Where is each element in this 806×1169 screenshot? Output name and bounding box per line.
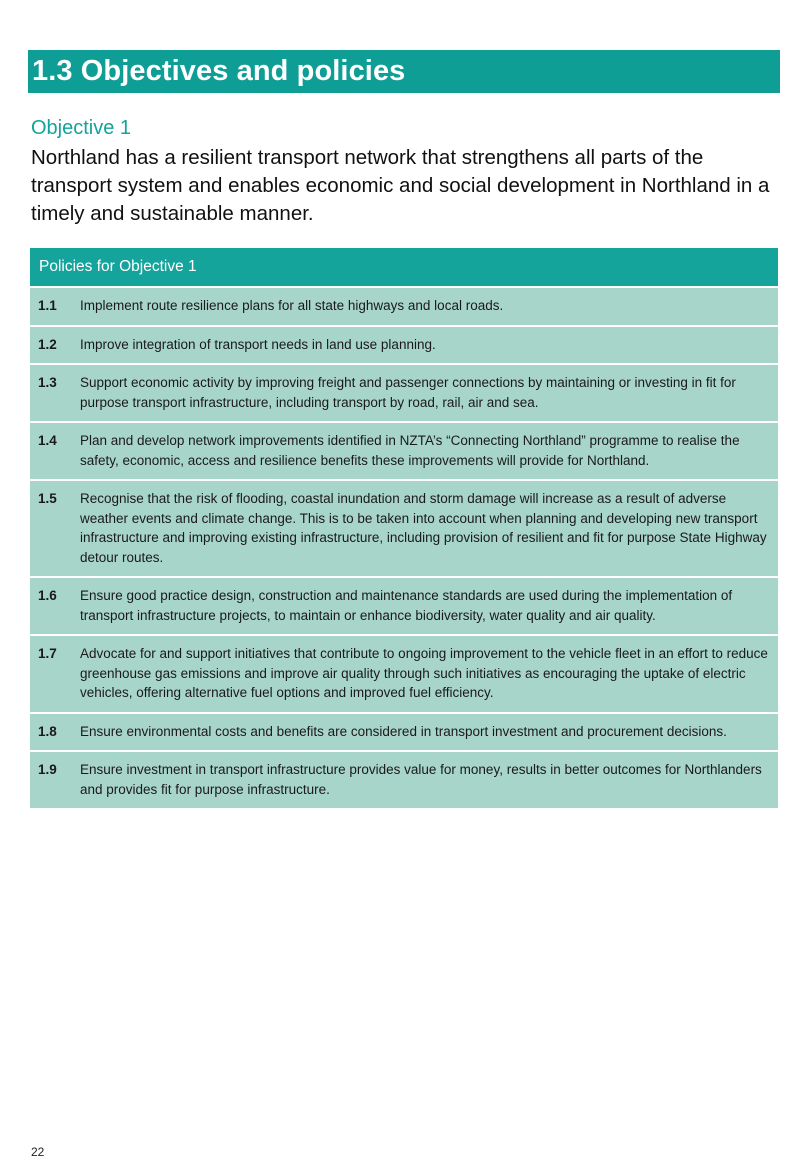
policy-text: Plan and develop network improvements identified in NZTA’s “Connecting Northland” programme to realise the safety, economic, access and resilience benefits these improvements will provide for Northland.	[80, 433, 740, 468]
policy-row	[30, 363, 778, 421]
policy-text: Ensure good practice design, construction and maintenance standards are used during the implementation of transport infrastructure projects, to maintain or enhance biodiversity, water quality and air quality.	[80, 588, 733, 623]
policy-row	[30, 750, 778, 808]
section-title: 1.3 Objectives and policies	[32, 55, 406, 87]
policy-row	[30, 421, 778, 479]
policy-text: Advocate for and support initiatives that contribute to ongoing improvement to the vehicle fleet in an effort to reduce greenhouse gas emissions and improve air quality through such initiatives as encouraging the uptake of electric vehicles, offering alternative fuel options and improved fuel efficiency.	[80, 646, 768, 700]
policy-text: Implement route resilience plans for all state highways and local roads.	[80, 298, 504, 313]
policy-row	[30, 286, 778, 325]
policy-table	[30, 248, 778, 808]
policy-text: Support economic activity by improving freight and passenger connections by maintaining or investing in fit for purpose transport infrastructure, including transport by road, rail, air and sea.	[80, 375, 736, 410]
policy-text: Recognise that the risk of flooding, coastal inundation and storm damage will increase as a result of adverse weather events and climate change. This is to be taken into account when planning and developing new transport infrastructure and improving existing infrastructure, including provision of resilient and fit for purpose State Highway detour routes.	[80, 491, 767, 565]
policy-number: 1.3	[38, 375, 57, 390]
policy-number: 1.1	[38, 298, 57, 313]
policy-row	[30, 479, 778, 576]
policy-number: 1.8	[38, 723, 57, 739]
policy-row	[30, 576, 778, 634]
policy-row	[30, 634, 778, 712]
policy-text: Ensure environmental costs and benefits are considered in transport investment and procurement decisions.	[80, 723, 727, 739]
policy-number: 1.6	[38, 588, 57, 603]
policy-text: Ensure investment in transport infrastructure provides value for money, results in better outcomes for Northlanders and provides fit for purpose infrastructure.	[80, 762, 762, 797]
objective-heading: Objective 1	[31, 117, 132, 139]
policy-row	[30, 712, 778, 751]
section-banner	[28, 50, 780, 93]
page-number: 22	[31, 1145, 45, 1159]
policy-row	[30, 325, 778, 364]
policy-number: 1.4	[38, 433, 57, 448]
policy-number: 1.7	[38, 646, 57, 661]
policy-number: 1.5	[38, 491, 57, 506]
policy-number: 1.9	[38, 762, 57, 777]
policy-text: Improve integration of transport needs in land use planning.	[80, 336, 436, 352]
policy-number: 1.2	[38, 336, 57, 352]
policy-table-header: Policies for Objective 1	[30, 248, 778, 286]
objective-text: Northland has a resilient transport network that strengthens all parts of the transport system and enables economic and social development in Northland in a timely and sustainable manner.	[31, 146, 770, 225]
